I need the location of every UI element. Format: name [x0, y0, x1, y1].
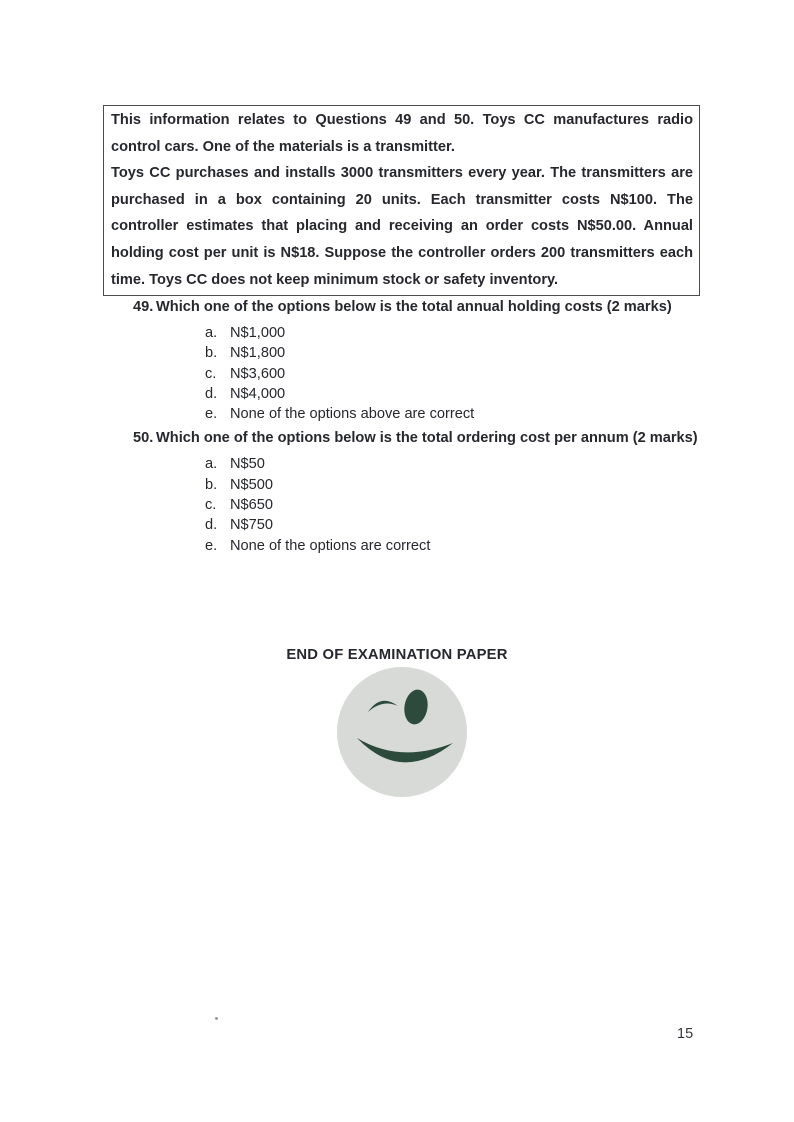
scenario-paragraph-2: Toys CC purchases and installs 3000 transmitters every year. The transmitters are purchased in a box containing 20 units. Each transmitter costs N$100. The controller estimates that placing and receiving an order costs N$50.00. Annual holding cost per unit is N$18. Suppose the controller orders 200 transmitters each time. Toys CC does not keep minimum stock or safety inventory. [111, 165, 693, 288]
question-50-option-d [205, 515, 701, 535]
option-letter: c. [205, 497, 217, 514]
question-50 [133, 428, 701, 449]
scenario-info-box [103, 105, 700, 296]
option-letter: e. [205, 537, 218, 554]
question-49-options [205, 323, 701, 424]
smiley-face-circle [337, 667, 467, 797]
option-text: N$50 [230, 456, 265, 473]
option-letter: a. [205, 325, 218, 341]
question-50-options [205, 454, 701, 555]
option-text: None of the options are correct [230, 537, 431, 554]
question-50-option-a [205, 454, 701, 474]
option-text: N$4,000 [230, 385, 286, 402]
option-text: N$500 [230, 476, 274, 493]
end-of-examination-label: END OF EXAMINATION PAPER [286, 647, 508, 663]
question-49-option-b [205, 343, 701, 363]
option-letter: e. [205, 406, 218, 423]
option-letter: c. [205, 365, 217, 382]
question-49 [133, 297, 701, 318]
question-49-number: 49. [133, 299, 154, 315]
option-text: N$650 [230, 497, 274, 514]
option-letter: b. [205, 476, 218, 493]
scenario-paragraph-1: This information relates to Questions 49 and 50. Toys CC manufactures radio control cars. One of the materials is a transmitter. [111, 112, 693, 155]
winking-smiley-icon [336, 666, 468, 798]
question-50-text: Which one of the options below is the total ordering cost per annum (2 marks) [156, 430, 698, 447]
question-50-option-e [205, 536, 701, 556]
option-text: N$1,000 [230, 325, 286, 341]
question-50-number: 50. [133, 430, 154, 447]
option-letter: d. [205, 517, 218, 534]
question-49-option-d [205, 384, 701, 404]
page-number: 15 [677, 1026, 694, 1042]
option-letter: d. [205, 385, 218, 402]
option-letter: a. [205, 456, 218, 473]
questions-section [133, 297, 701, 560]
scan-artifact-dot [215, 1017, 218, 1020]
question-49-option-a [205, 323, 701, 343]
option-text: N$750 [230, 517, 274, 534]
option-text: N$1,800 [230, 345, 286, 362]
question-49-option-c [205, 364, 701, 384]
option-letter: b. [205, 345, 218, 362]
option-text: None of the options above are correct [230, 406, 475, 423]
option-text: N$3,600 [230, 365, 286, 382]
question-50-option-c [205, 495, 701, 515]
question-49-text: Which one of the options below is the total annual holding costs (2 marks) [156, 299, 672, 315]
question-49-option-e [205, 404, 701, 424]
question-50-option-b [205, 475, 701, 495]
